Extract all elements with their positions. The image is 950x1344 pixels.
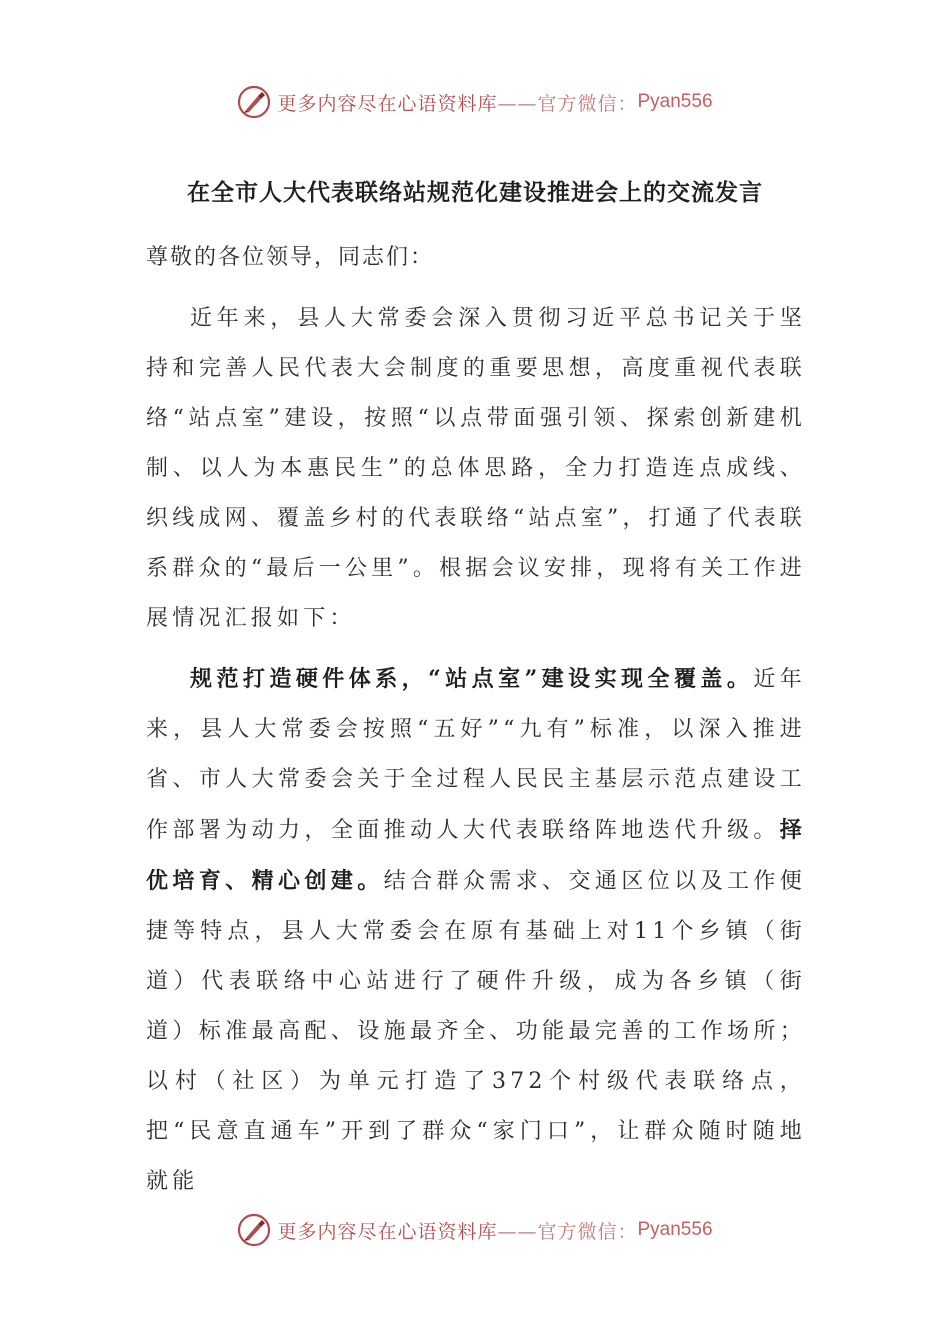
footer-wechat-id: Pyan556: [637, 1219, 713, 1240]
paragraph-hardware-text-b: 结合群众需求、交通区位以及工作便捷等特点，县人大常委会在原有基础上对11个乡镇（街道）代表联络中心站进行了硬件升级，成为各乡镇（街道）标准最高配、设施最齐全、功能最完善的工作场所；以村（社区）为单元打造了372个村级代表联络点，把“民意直通车”开到了群众“家门口”，让群众随时随地就能: [146, 869, 806, 1194]
paragraph-intro: [146, 294, 806, 644]
paragraph-hardware-heading: 规范打造硬件体系，“站点室”建设实现全覆盖。: [190, 666, 754, 692]
footer-official-label: ——官方微信：: [497, 1220, 638, 1243]
paragraph-hardware-text-a: 近年来，县人大常委会按照“五好”“九有”标准，以深入推进省、市人大常委会关于全过程人民民主基层示范点建设工作部署为动力，全面推动人大代表联络阵地迭代升级。: [146, 667, 806, 843]
paragraph-intro-text: 近年来，县人大常委会深入贯彻习近平总书记关于坚持和完善人民代表大会制度的重要思想，高度重视代表联络“站点室”建设，按照“以点带面强引领、探索创新建机制、以人为本惠民生”的总体思路，全力打造连点成线、织线成网、覆盖乡村的代表联络“站点室”，打通了代表联系群众的“最后一公里”。根据会议安排，现将有关工作进展情况汇报如下：: [146, 306, 806, 631]
footer-brand-text: 更多内容尽在心语资料库: [277, 1220, 498, 1243]
paragraph-hardware-subheading: 择优培育、精心创建。: [146, 817, 806, 894]
paragraph-hardware: [146, 654, 806, 1207]
pen-logo-icon: [237, 85, 271, 119]
pen-logo-icon: [237, 1213, 271, 1247]
header-official-label: ——官方微信：: [497, 92, 638, 115]
footer-banner: [0, 1210, 950, 1250]
salutation: 尊敬的各位领导，同志们：: [146, 245, 435, 270]
header-banner: [0, 82, 950, 122]
document-title: 在全市人大代表联络站规范化建设推进会上的交流发言: [187, 179, 763, 206]
header-brand-text: 更多内容尽在心语资料库: [277, 92, 498, 115]
header-wechat-id: Pyan556: [637, 91, 713, 112]
